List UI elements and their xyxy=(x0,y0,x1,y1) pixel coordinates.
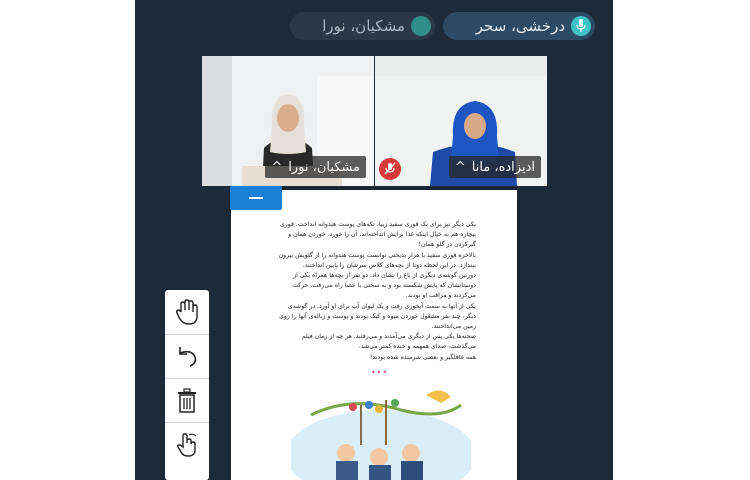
shared-document[interactable] xyxy=(231,190,517,480)
document-text xyxy=(276,220,476,363)
paragraph: همه غافلگیر و بعضی شرمنده شده بودند! xyxy=(369,353,476,361)
participant-pill[interactable] xyxy=(290,12,435,40)
minimize-icon xyxy=(249,197,263,199)
status-dot-icon xyxy=(411,16,431,36)
hand-pan-icon[interactable] xyxy=(165,290,209,334)
video-meeting-app xyxy=(135,0,613,480)
tile-name-tag xyxy=(265,156,366,178)
paragraph: یکی از آنها به سمت آبخوری رفت و یک لیوان آب برای او آورد. در گوشه‌ی دیگر، چند نفر مشغول خوردن میوه و کیک بودند و پوست و زباله‌ی آنها را روی زمین می‌انداختند. xyxy=(279,302,476,331)
video-tile-2[interactable] xyxy=(375,56,547,186)
caret-icon[interactable]: ^ xyxy=(271,159,283,175)
tile-name: ادیزاده، مانا xyxy=(471,159,535,175)
video-tile-1[interactable] xyxy=(202,56,374,186)
participant-name: مشکیان، نورا xyxy=(322,17,405,35)
microphone-muted-icon xyxy=(379,158,401,180)
illustration xyxy=(291,385,471,480)
ornament: ••• xyxy=(371,368,389,377)
trash-icon[interactable] xyxy=(165,378,209,423)
caret-icon[interactable]: ^ xyxy=(454,159,466,175)
paragraph: یکی دیگر نیز برای یک قوری سفید زیبا، تکه‌های پوست هندوانه انداخت. قوری بیچاره هم به خیال اینکه غذا برایش انداخته‌اند، آن را خورد. خوردن همان و گیرکردن در گلو همان! xyxy=(279,221,476,249)
speaker-name: درخشی، سحر xyxy=(475,17,565,35)
paragraph: بالاخره قوری سفید با هزار بدبختی توانست پوست هندوانه را از گلویش بیرون بیندازد. در این لحظه دوتا از بچه‌های کلاس سرشان را پایین انداختند. xyxy=(278,251,476,269)
document-tab[interactable] xyxy=(230,186,282,210)
pointer-hand-icon[interactable] xyxy=(165,422,209,467)
paragraph: دوربین گوشه‌ی دیگری از باغ را نشان داد. دو نفر از بچه‌ها همراه یکی از دوستانشان که پایش شکسته بود و به سختی با عصا راه می‌رفت، حرکت می‌کردند و مراقب او بودند. xyxy=(292,272,476,300)
paragraph: صحنه‌ها یکی پس از دیگری می‌آمدند و می‌رفتند. هر چه از زمان فیلم می‌گذشت، صدای همهمه و خنده کمتر می‌شد. xyxy=(301,333,476,351)
tile-name: مشکیان، نورا xyxy=(288,159,360,175)
microphone-icon xyxy=(571,16,591,36)
tile-name-tag xyxy=(449,156,541,178)
annotation-toolbar xyxy=(165,290,209,480)
speaker-pill[interactable] xyxy=(443,12,595,40)
undo-icon[interactable] xyxy=(165,334,209,379)
